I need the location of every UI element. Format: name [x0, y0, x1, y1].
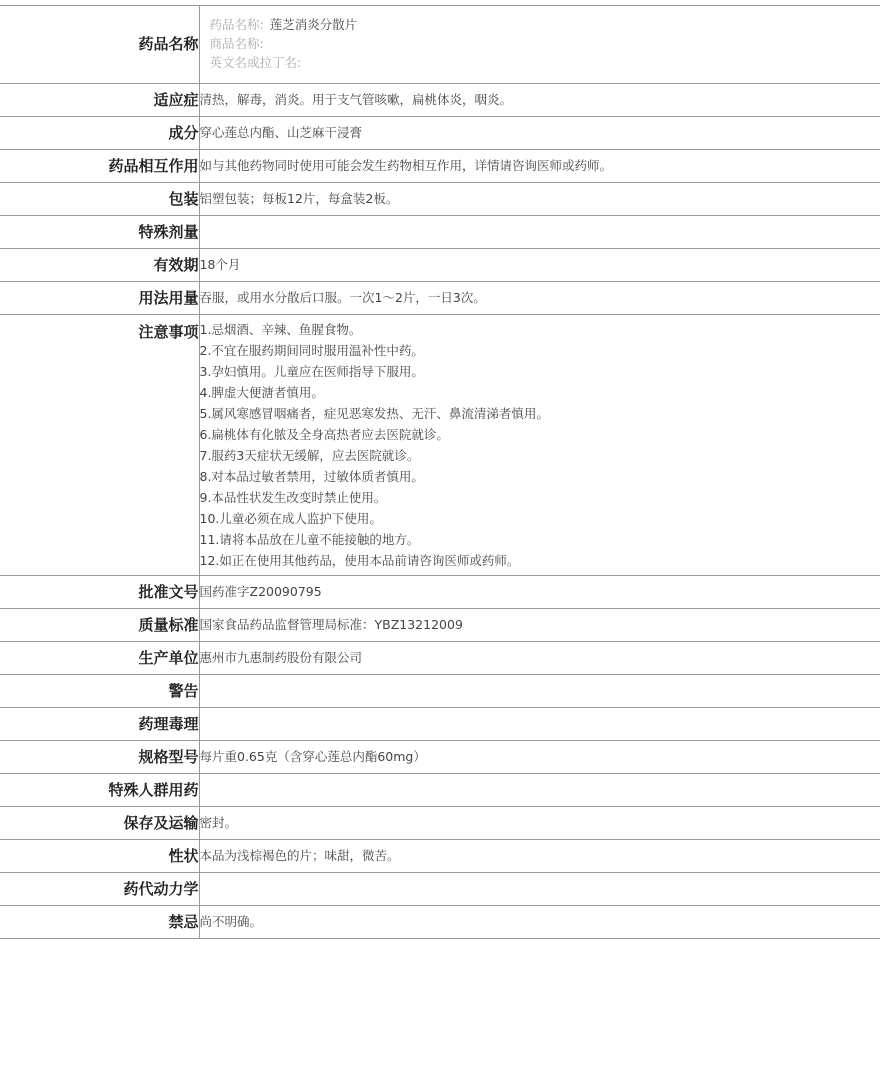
- trade-name-label: 商品名称:: [210, 36, 264, 51]
- spec-row: [0, 150, 880, 183]
- precaution-item: 3.孕妇慎用。儿童应在医师指导下服用。: [200, 361, 880, 382]
- spec-key: 药品名称: [0, 6, 199, 84]
- spec-value: 每片重0.65克（含穿心莲总内酯60mg）: [199, 741, 880, 774]
- spec-value: [199, 315, 880, 576]
- spec-key: 生产单位: [0, 642, 199, 675]
- generic-name-label: 药品名称:: [210, 17, 264, 32]
- spec-value: 尚不明确。: [199, 906, 880, 939]
- drug-spec-table: [0, 5, 880, 939]
- spec-value: [199, 6, 880, 84]
- spec-key: 药代动力学: [0, 873, 199, 906]
- spec-value: 如与其他药物同时使用可能会发生药物相互作用，详情请咨询医师或药师。: [199, 150, 880, 183]
- spec-row: [0, 183, 880, 216]
- spec-key: 成分: [0, 117, 199, 150]
- spec-row: [0, 906, 880, 939]
- precaution-item: 1.忌烟酒、辛辣、鱼腥食物。: [200, 319, 880, 340]
- spec-row: [0, 873, 880, 906]
- precaution-item: 2.不宜在服药期间同时服用温补性中药。: [200, 340, 880, 361]
- precaution-item: 7.服药3天症状无缓解，应去医院就诊。: [200, 445, 880, 466]
- spec-key: 适应症: [0, 84, 199, 117]
- english-name-label: 英文名或拉丁名:: [210, 55, 302, 70]
- spec-row: [0, 774, 880, 807]
- spec-key: 特殊人群用药: [0, 774, 199, 807]
- spec-key: 警告: [0, 675, 199, 708]
- spec-value: 国药准字Z20090795: [199, 576, 880, 609]
- spec-value: 穿心莲总内酯、山芝麻干浸膏: [199, 117, 880, 150]
- precaution-item: 9.本品性状发生改变时禁止使用。: [200, 487, 880, 508]
- trade-name-line: [210, 34, 880, 53]
- spec-value: 国家食品药品监督管理局标准：YBZ13212009: [199, 609, 880, 642]
- spec-value: [199, 708, 880, 741]
- precaution-item: 5.属风寒感冒咽痛者，症见恶寒发热、无汗、鼻流清涕者慎用。: [200, 403, 880, 424]
- spec-row: [0, 807, 880, 840]
- spec-key: 药品相互作用: [0, 150, 199, 183]
- spec-value: 铝塑包装；每板12片，每盒装2板。: [199, 183, 880, 216]
- spec-row: [0, 642, 880, 675]
- spec-value: [199, 216, 880, 249]
- spec-key: 药理毒理: [0, 708, 199, 741]
- spec-value: [199, 774, 880, 807]
- spec-value: [199, 873, 880, 906]
- spec-row: [0, 576, 880, 609]
- spec-key: 规格型号: [0, 741, 199, 774]
- spec-value: [199, 675, 880, 708]
- spec-row: [0, 117, 880, 150]
- english-name-line: [210, 53, 880, 72]
- spec-row: [0, 840, 880, 873]
- generic-name-line: [210, 15, 880, 34]
- precaution-item: 12.如正在使用其他药品，使用本品前请咨询医师或药师。: [200, 550, 880, 571]
- spec-key: 质量标准: [0, 609, 199, 642]
- spec-value: 清热，解毒，消炎。用于支气管咳嗽，扁桃体炎，咽炎。: [199, 84, 880, 117]
- spec-row-drug-name: [0, 6, 880, 84]
- spec-key: 保存及运输: [0, 807, 199, 840]
- spec-key: 特殊剂量: [0, 216, 199, 249]
- precaution-item: 11.请将本品放在儿童不能接触的地方。: [200, 529, 880, 550]
- spec-key: 注意事项: [0, 315, 199, 576]
- precaution-item: 10.儿童必须在成人监护下使用。: [200, 508, 880, 529]
- spec-row: [0, 84, 880, 117]
- generic-name-value: 莲芝消炎分散片: [270, 17, 358, 32]
- spec-row-precautions: [0, 315, 880, 576]
- spec-row: [0, 609, 880, 642]
- spec-key: 禁忌: [0, 906, 199, 939]
- spec-row: [0, 741, 880, 774]
- spec-value: 18个月: [199, 249, 880, 282]
- spec-row: [0, 216, 880, 249]
- spec-row: [0, 675, 880, 708]
- spec-key: 性状: [0, 840, 199, 873]
- spec-row: [0, 249, 880, 282]
- spec-key: 用法用量: [0, 282, 199, 315]
- spec-key: 批准文号: [0, 576, 199, 609]
- spec-row: [0, 708, 880, 741]
- spec-value: 密封。: [199, 807, 880, 840]
- spec-value: 惠州市九惠制药股份有限公司: [199, 642, 880, 675]
- precaution-item: 4.脾虚大便溏者慎用。: [200, 382, 880, 403]
- spec-row: [0, 282, 880, 315]
- precaution-item: 8.对本品过敏者禁用，过敏体质者慎用。: [200, 466, 880, 487]
- spec-value: 吞服，或用水分散后口服。一次1～2片，一日3次。: [199, 282, 880, 315]
- precaution-item: 6.扁桃体有化脓及全身高热者应去医院就诊。: [200, 424, 880, 445]
- spec-key: 有效期: [0, 249, 199, 282]
- spec-key: 包装: [0, 183, 199, 216]
- spec-value: 本品为浅棕褐色的片；味甜，微苦。: [199, 840, 880, 873]
